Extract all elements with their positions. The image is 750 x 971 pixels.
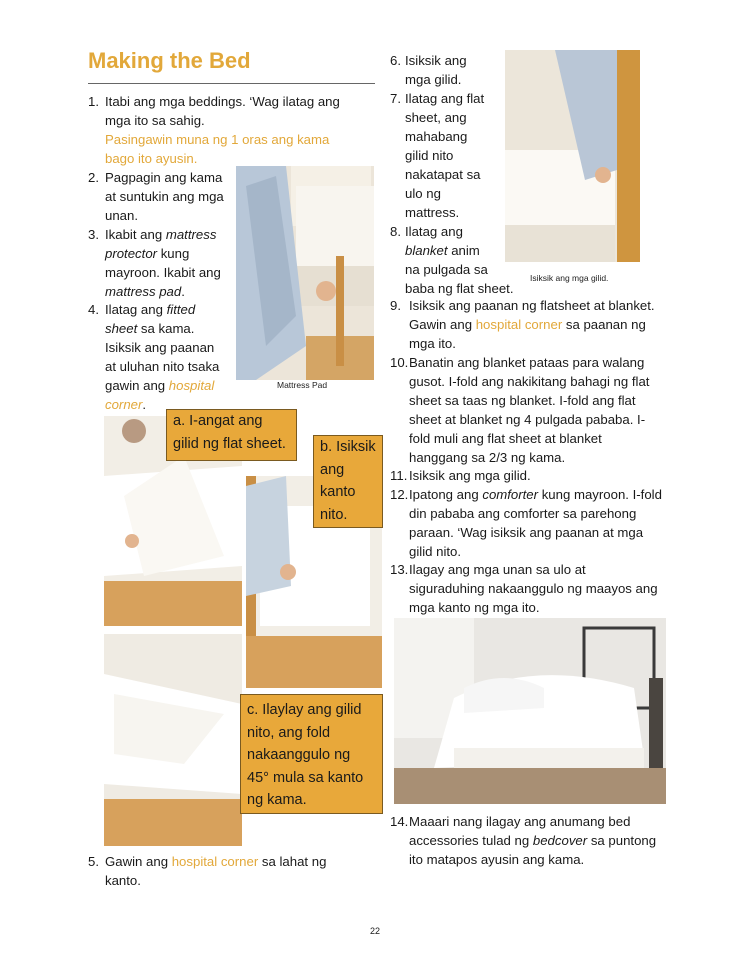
title-divider [88, 83, 375, 84]
mattress-pad-caption: Mattress Pad [277, 380, 328, 390]
callout-c: c. Ilaylay ang gilid nito, ang fold nakaanggulo ng 45° mula sa kanto ng kama. [240, 694, 383, 814]
mattress-pad-photo [236, 166, 374, 380]
tuck-sides-caption: Isiksik ang mga gilid. [530, 273, 609, 283]
made-bed-illustration [394, 618, 666, 804]
callout-a: a. I-angat ang gilid ng flat sheet. [166, 409, 297, 461]
page-title: Making the Bed [88, 48, 251, 73]
page-number: 22 [369, 926, 380, 936]
made-bed-photo [394, 618, 666, 804]
drape-side-illustration [104, 634, 242, 846]
photo-drape-side [104, 634, 242, 846]
callout-b: b. Isiksik ang kanto nito. [313, 435, 383, 528]
tuck-sides-illustration [505, 50, 640, 262]
tuck-sides-photo [505, 50, 640, 262]
mattress-pad-illustration [236, 166, 374, 380]
step-1-note: Pasingawin muna ng 1 oras ang kama [105, 132, 330, 147]
